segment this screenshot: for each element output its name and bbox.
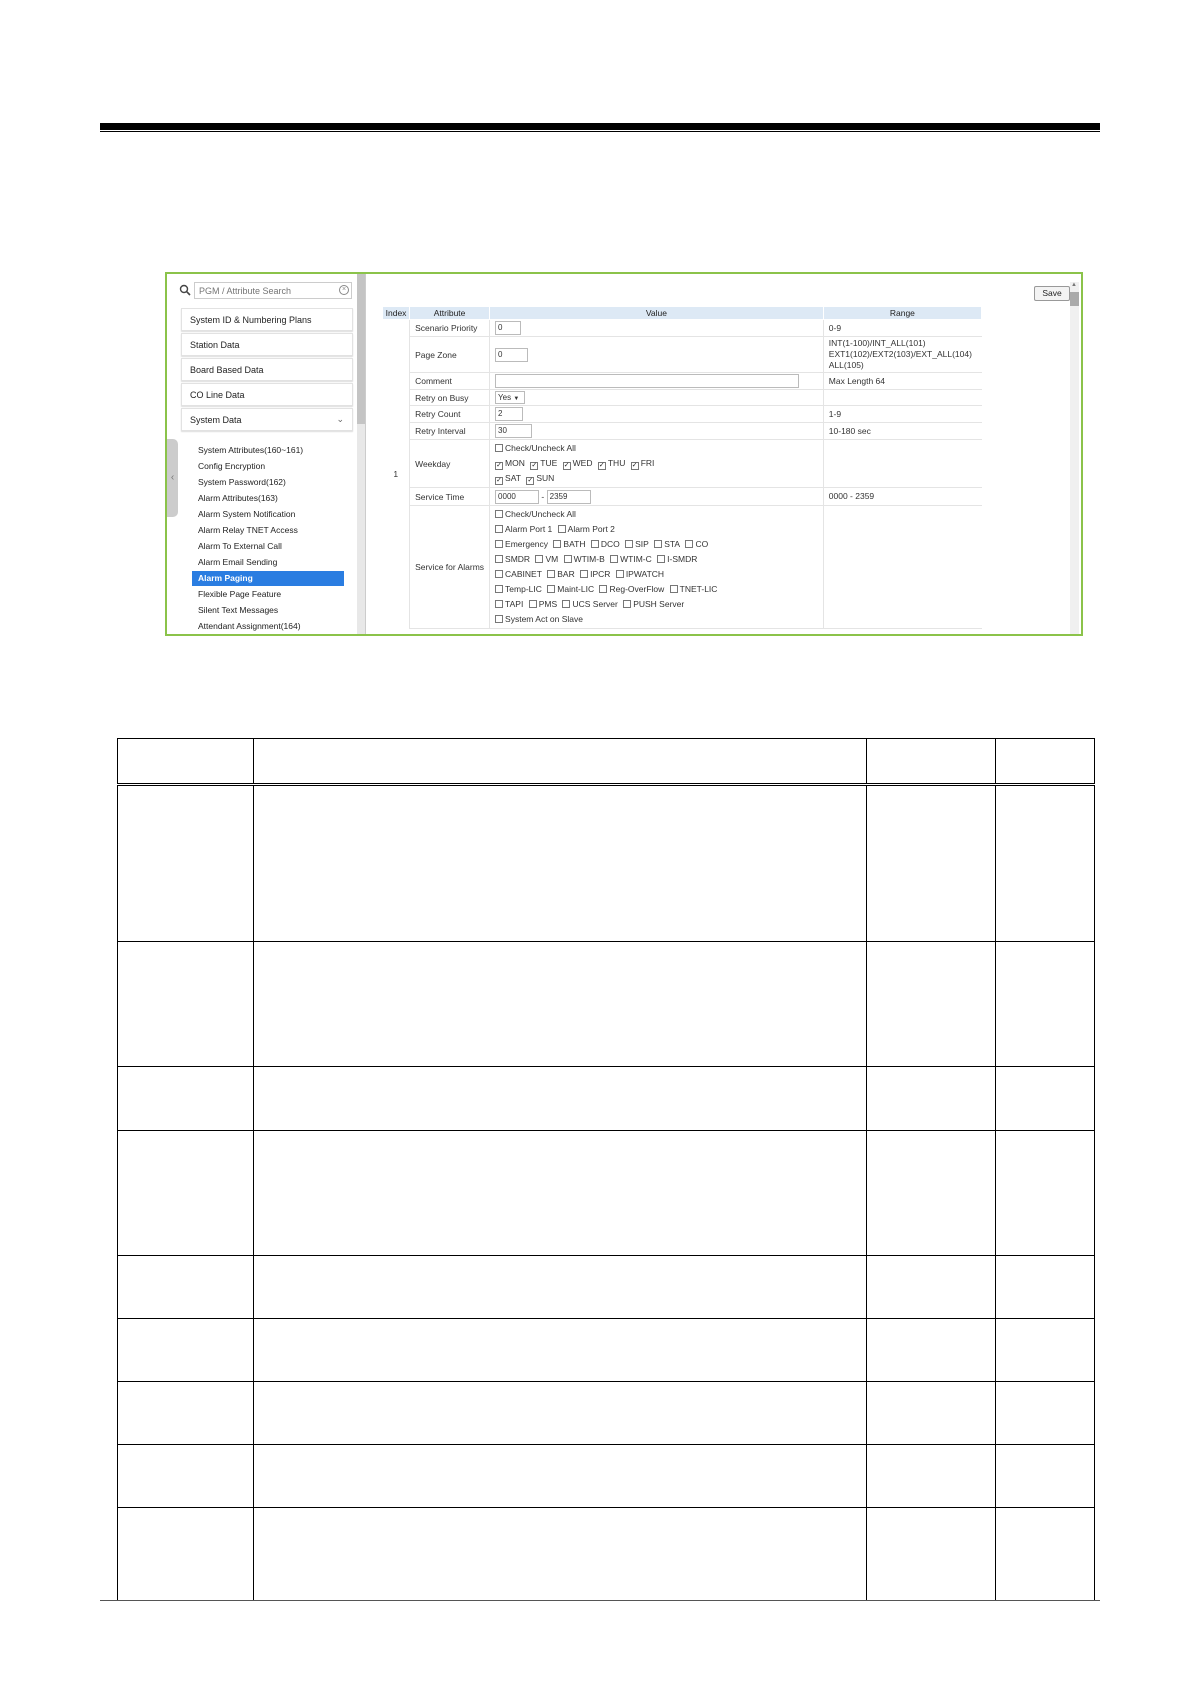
search-input[interactable] (194, 282, 352, 299)
menu-item-label: Board Based Data (190, 365, 264, 375)
checkbox-line (495, 456, 818, 471)
checkbox-line (495, 441, 818, 456)
checkbox-label: TAPI (505, 599, 524, 609)
checkbox-label: SMDR (505, 554, 531, 564)
table-row (383, 406, 982, 423)
checkbox[interactable] (558, 525, 566, 533)
table-row (118, 1319, 1095, 1382)
checkbox[interactable] (495, 444, 503, 452)
table-row (118, 785, 1095, 942)
search-icon (179, 284, 191, 296)
checkbox[interactable] (495, 555, 503, 563)
main-scrollbar[interactable] (1070, 282, 1079, 634)
retry-count-input[interactable]: 2 (495, 407, 523, 421)
separator: - (541, 490, 545, 501)
range-text (823, 440, 981, 488)
checkbox-label: TNET-LIC (679, 584, 718, 594)
table-row (383, 506, 982, 629)
range-line: INT(1-100)/INT_ALL(101) (828, 338, 926, 348)
table-header (383, 307, 982, 320)
checkbox-label: PMS (538, 599, 558, 609)
checkbox[interactable] (685, 540, 693, 548)
submenu-item[interactable]: System Password(162) (198, 477, 286, 487)
checkbox-label: BAR (557, 569, 575, 579)
search-row (179, 282, 351, 300)
scenario-priority-input[interactable]: 0 (495, 321, 521, 335)
main-panel (365, 274, 1081, 634)
collapse-sidebar-handle[interactable] (167, 439, 178, 517)
description-table (117, 738, 1095, 1601)
checkbox-label: Check/Uncheck All (505, 509, 576, 519)
menu-item-label: CO Line Data (190, 390, 245, 400)
checkbox-line (495, 612, 818, 627)
checkbox[interactable] (670, 585, 678, 593)
attribute-label: Weekday (410, 440, 490, 488)
save-button[interactable]: Save (1034, 286, 1070, 301)
clear-icon[interactable]: × (339, 285, 349, 295)
checkbox[interactable] (529, 600, 537, 608)
submenu-item[interactable]: Alarm Email Sending (198, 557, 278, 567)
attribute-label: Retry Count (410, 406, 490, 423)
checkbox[interactable] (495, 585, 503, 593)
column-header: Range (823, 307, 981, 320)
checkbox[interactable] (495, 615, 503, 623)
checkbox[interactable] (495, 570, 503, 578)
checkbox-label: DCO (600, 539, 620, 549)
attribute-label: Service Time (410, 488, 490, 506)
scroll-up-icon[interactable]: ▲ (1071, 282, 1077, 288)
checkbox[interactable] (616, 570, 624, 578)
caret-down-icon: ▼ (513, 396, 520, 402)
checkbox-label: Maint-LIC (557, 584, 595, 594)
select-value: Yes (498, 393, 512, 402)
checkbox-label: SIP (635, 539, 649, 549)
sidebar-scrollbar[interactable] (357, 274, 365, 634)
submenu-item[interactable]: Alarm To External Call (198, 541, 282, 551)
service-time-start-input[interactable]: 0000 (495, 490, 539, 504)
table-header-row (118, 739, 1095, 785)
service-for-alarms-checkboxes (490, 506, 824, 629)
chevron-down-icon: ⌄ (336, 414, 344, 424)
checkbox-label: STA (664, 539, 681, 549)
checkbox[interactable] (580, 570, 588, 578)
checkbox-label: BATH (563, 539, 586, 549)
range-text: 1-9 (823, 406, 981, 423)
checkbox[interactable] (495, 525, 503, 533)
column-header: Attribute (410, 307, 490, 320)
range-text (823, 506, 981, 629)
checkbox-label: THU (607, 458, 626, 468)
checkbox-line (495, 552, 818, 567)
checkbox-label: SUN (536, 473, 555, 483)
table-row (383, 373, 982, 390)
checkbox-label: CO (695, 539, 709, 549)
checkbox-checked[interactable] (530, 462, 538, 470)
checkbox-label: I-SMDR (667, 554, 698, 564)
range-text (823, 337, 981, 373)
checkbox-line (495, 537, 818, 552)
attribute-label: Service for Alarms (410, 506, 490, 629)
checkbox-label: WTIM-B (573, 554, 605, 564)
checkbox[interactable] (562, 600, 570, 608)
table-row (383, 440, 982, 488)
checkbox-label: System Act on Slave (505, 614, 583, 624)
checkbox[interactable] (535, 555, 543, 563)
menu-item-label: System Data (190, 415, 242, 425)
checkbox-label: TUE (540, 458, 558, 468)
submenu-item[interactable]: Config Encryption (198, 461, 266, 471)
checkbox-line (495, 567, 818, 582)
checkbox[interactable] (495, 510, 503, 518)
checkbox[interactable] (547, 570, 555, 578)
checkbox-label: CABINET (505, 569, 542, 579)
table-row (118, 1255, 1095, 1319)
checkbox-label: IPWATCH (625, 569, 665, 579)
scrollbar-thumb[interactable] (1070, 292, 1079, 306)
range-text (823, 390, 981, 406)
checkbox-label: SAT (505, 473, 521, 483)
checkbox-line (495, 597, 818, 612)
checkbox-label: WTIM-C (620, 554, 652, 564)
checkbox[interactable] (623, 600, 631, 608)
attribute-label: Scenario Priority (410, 320, 490, 337)
range-text: 0000 - 2359 (823, 488, 981, 506)
row-index: 1 (383, 320, 410, 629)
attribute-label: Retry on Busy (410, 390, 490, 406)
service-time-end-input[interactable]: 2359 (547, 490, 591, 504)
checkbox-line (495, 507, 818, 522)
range-text: Max Length 64 (823, 373, 981, 390)
menu-item-board-based-data[interactable] (181, 358, 353, 381)
admin-screenshot (165, 272, 1083, 636)
retry-interval-input[interactable]: 30 (495, 424, 532, 438)
top-rule-thin (100, 131, 1100, 132)
checkbox-line (495, 582, 818, 597)
checkbox-checked[interactable] (495, 477, 503, 485)
checkbox-label: VM (545, 554, 559, 564)
checkbox-label: PUSH Server (633, 599, 685, 609)
table-row (383, 488, 982, 506)
submenu-item[interactable]: Alarm Attributes(163) (198, 493, 278, 503)
checkbox[interactable] (553, 540, 561, 548)
attribute-label: Retry Interval (410, 423, 490, 440)
submenu-item[interactable]: Alarm Relay TNET Access (198, 525, 298, 535)
menu-item-label: Station Data (190, 340, 240, 350)
retry-on-busy-select[interactable] (495, 391, 525, 404)
checkbox[interactable] (495, 600, 503, 608)
checkbox-label: IPCR (590, 569, 611, 579)
scrollbar-thumb[interactable] (357, 274, 365, 424)
checkbox[interactable] (654, 540, 662, 548)
checkbox-checked[interactable] (598, 462, 606, 470)
menu-item-system-data[interactable] (181, 408, 353, 431)
table-row (383, 423, 982, 440)
checkbox-label: Reg-OverFlow (609, 584, 665, 594)
checkbox-label: Alarm Port 1 (505, 524, 553, 534)
checkbox-checked[interactable] (495, 462, 503, 470)
range-line: EXT1(102)/EXT2(103)/EXT_ALL(104) (828, 349, 972, 359)
checkbox-label: Temp-LIC (505, 584, 542, 594)
checkbox[interactable] (591, 540, 599, 548)
bottom-rule (100, 1600, 1100, 1601)
submenu-item[interactable]: Flexible Page Feature (198, 589, 282, 599)
checkbox-label: Alarm Port 2 (567, 524, 615, 534)
submenu-item[interactable]: System Attributes(160~161) (198, 445, 304, 455)
range-line: ALL(105) (828, 360, 864, 370)
submenu-item[interactable]: Alarm System Notification (198, 509, 296, 519)
submenu-item[interactable]: Attendant Assignment(164) (198, 621, 301, 631)
menu-item-label: System ID & Numbering Plans (190, 315, 312, 325)
checkbox-checked[interactable] (526, 477, 534, 485)
checkbox[interactable] (657, 555, 665, 563)
attribute-table (382, 306, 982, 629)
table-row (383, 320, 982, 337)
checkbox[interactable] (495, 540, 503, 548)
comment-input[interactable] (495, 374, 799, 388)
submenu-item-active[interactable]: Alarm Paging (192, 571, 344, 586)
checkbox[interactable] (599, 585, 607, 593)
column-header: Value (490, 307, 824, 320)
range-text: 10-180 sec (823, 423, 981, 440)
submenu-item[interactable]: Silent Text Messages (198, 605, 279, 615)
checkbox[interactable] (610, 555, 618, 563)
menu-item-station-data[interactable] (181, 333, 353, 356)
checkbox-line (495, 471, 818, 486)
checkbox-checked[interactable] (563, 462, 571, 470)
checkbox-label: Emergency (505, 539, 549, 549)
sidebar (167, 274, 363, 634)
menu-item-system-id[interactable] (181, 308, 353, 331)
top-rule (100, 123, 1100, 130)
attribute-label: Comment (410, 373, 490, 390)
checkbox-line (495, 522, 818, 537)
chevron-left-icon: ‹ (170, 472, 175, 483)
table-row (118, 1507, 1095, 1600)
column-header: Index (383, 307, 410, 320)
table-row (118, 941, 1095, 1066)
menu-item-co-line-data[interactable] (181, 383, 353, 406)
checkbox-label: UCS Server (572, 599, 618, 609)
checkbox[interactable] (564, 555, 572, 563)
checkbox-label: MON (505, 458, 525, 468)
table-row (118, 1130, 1095, 1255)
page-zone-input[interactable]: 0 (495, 348, 528, 362)
table-row (383, 390, 982, 406)
checkbox-label: FRI (640, 458, 655, 468)
checkbox-label: WED (572, 458, 593, 468)
table-row (383, 337, 982, 373)
table-row (118, 1381, 1095, 1445)
attribute-label: Page Zone (410, 337, 490, 373)
checkbox[interactable] (547, 585, 555, 593)
range-text: 0-9 (823, 320, 981, 337)
table-row (118, 1066, 1095, 1130)
checkbox[interactable] (625, 540, 633, 548)
checkbox-checked[interactable] (631, 462, 639, 470)
table-row (118, 1445, 1095, 1508)
checkbox-label: Check/Uncheck All (505, 443, 576, 453)
